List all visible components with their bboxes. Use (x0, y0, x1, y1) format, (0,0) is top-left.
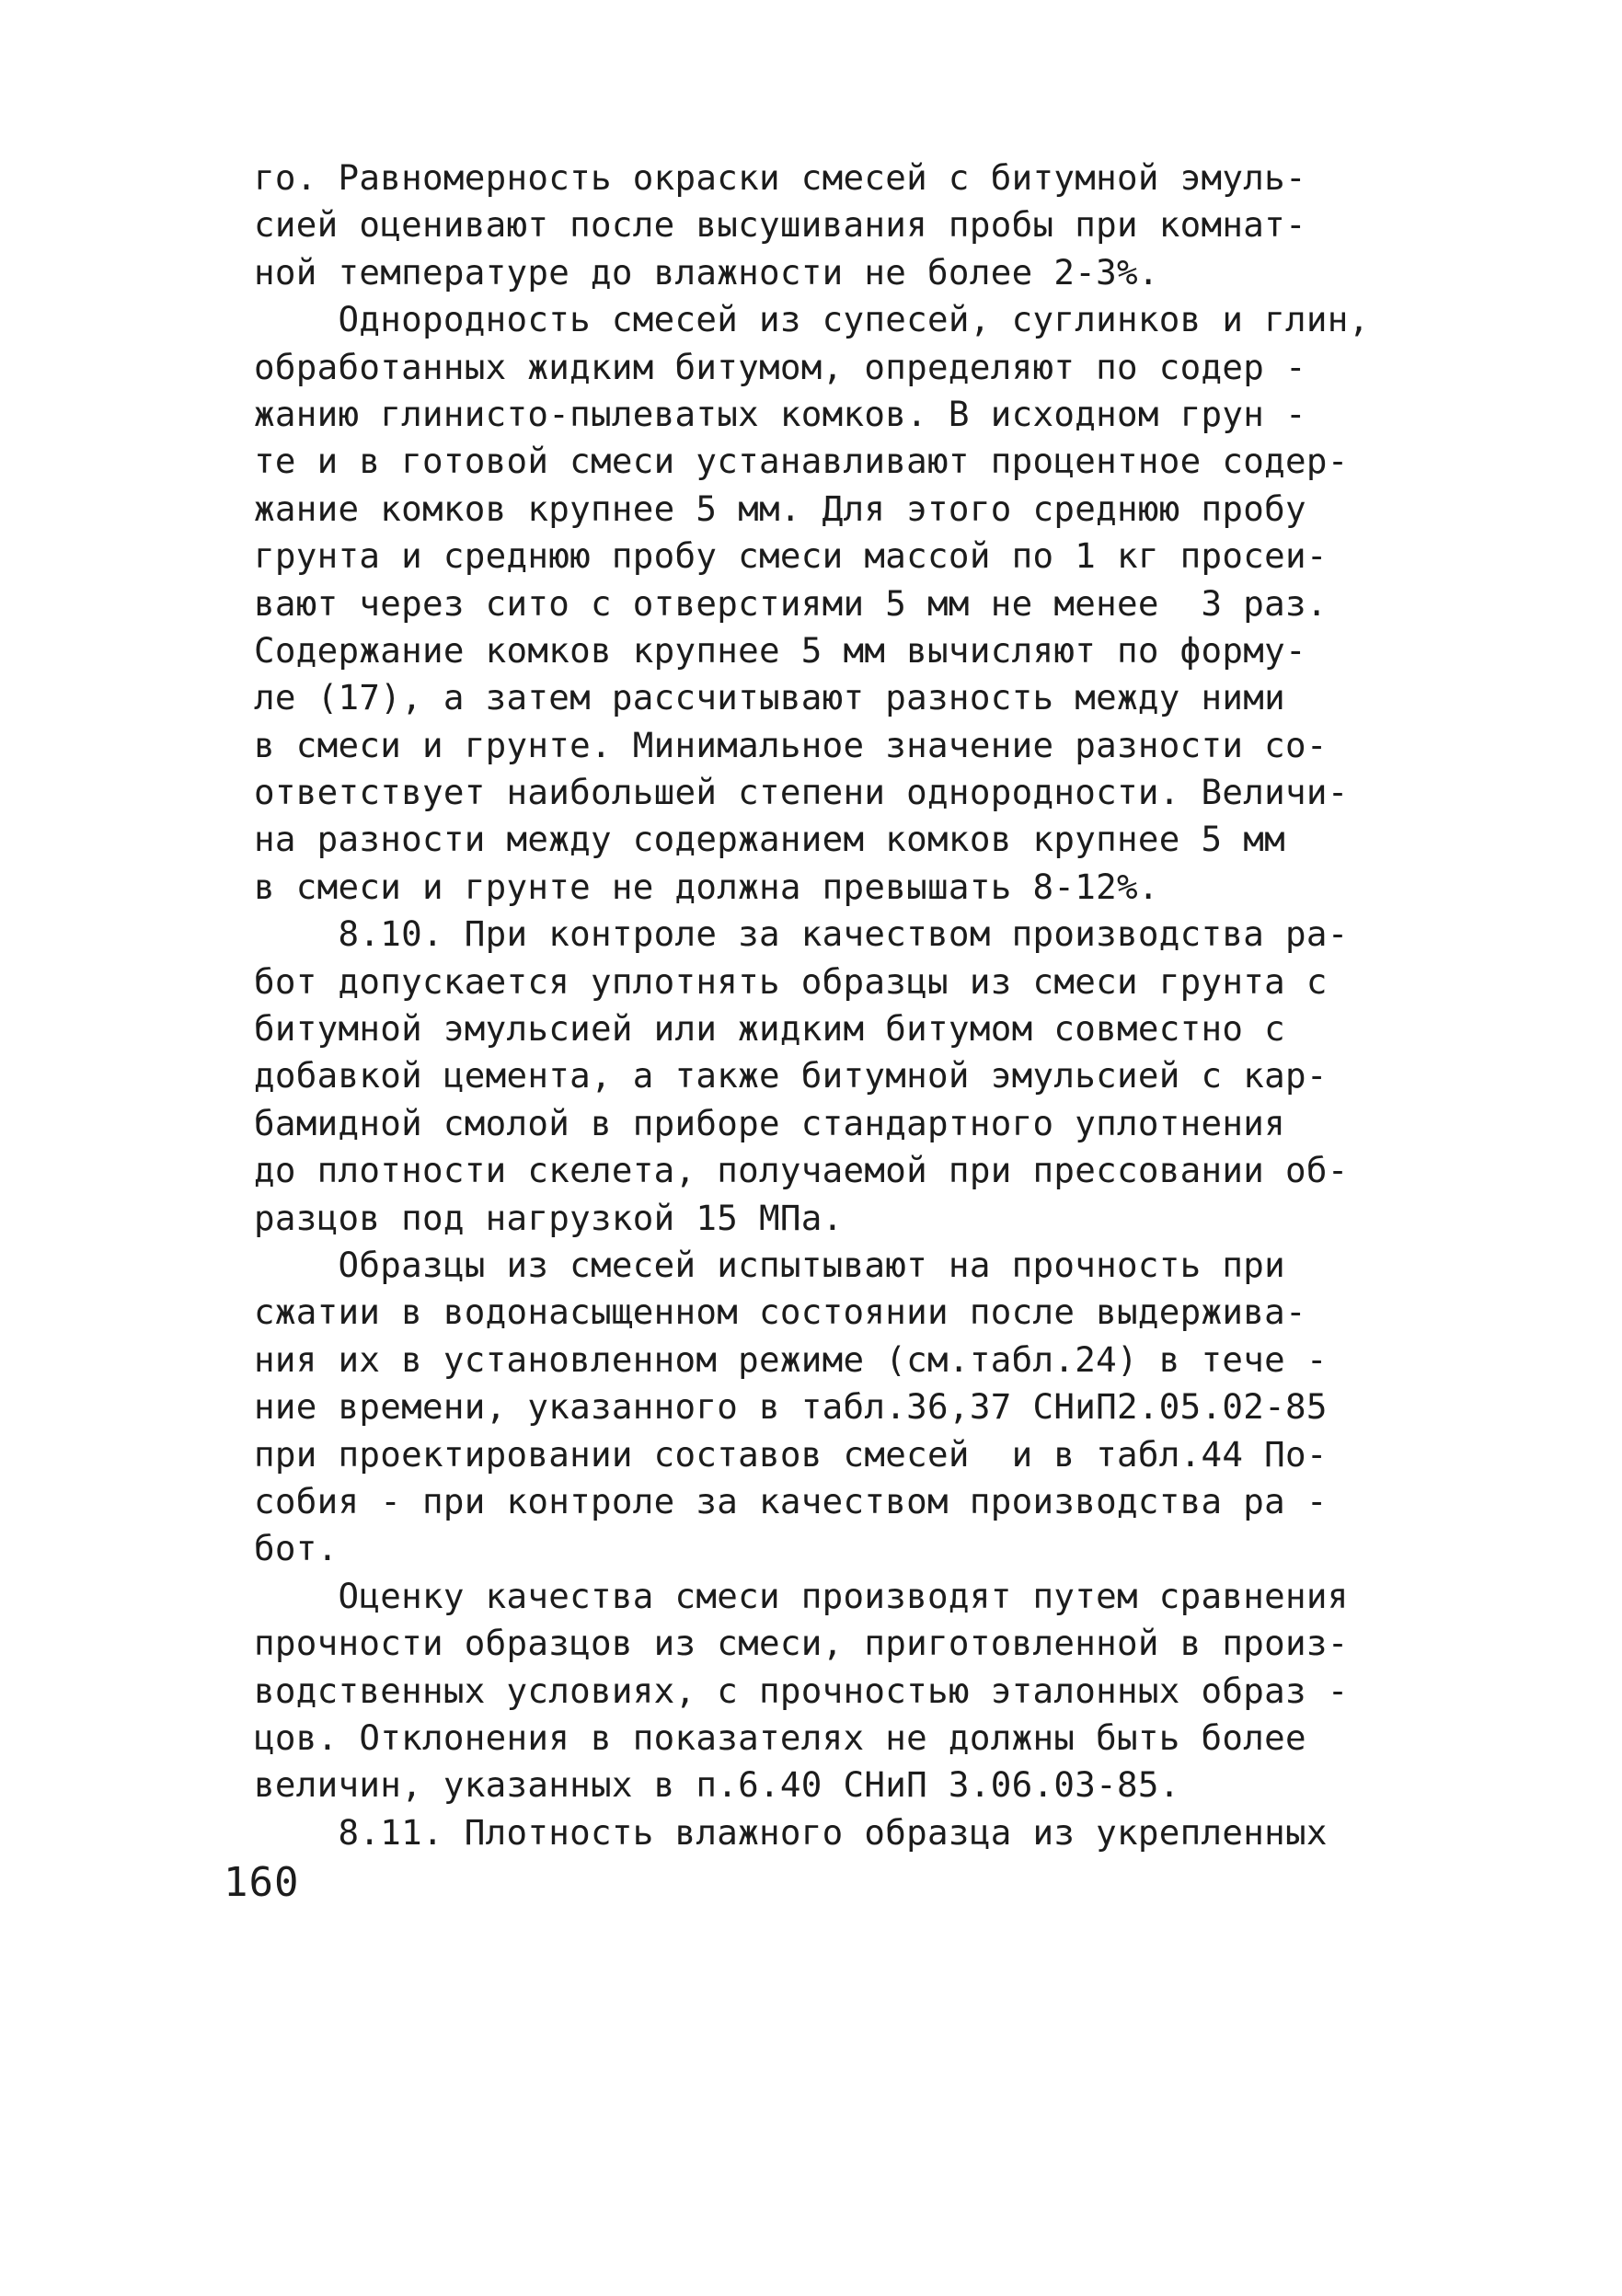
text-line: ния их в установленном режиме (см.табл.24) в тече - (254, 1338, 1328, 1380)
text-line: 8.10. При контроле за качеством производства ра- (254, 913, 1349, 955)
text-line: добавкой цемента, а также битумной эмульсией с кар- (254, 1055, 1328, 1096)
body-text (254, 155, 1443, 1856)
text-line: 8.11. Плотность влажного образца из укрепленных (254, 1811, 1328, 1853)
text-line: бот допускается уплотнять образцы из смеси грунта с (254, 960, 1328, 1002)
text-line: грунта и среднюю пробу смеси массой по 1 кг просеи- (254, 535, 1328, 577)
text-line: в смеси и грунте не должна превышать 8-12%. (254, 866, 1159, 907)
text-line: прочности образцов из смеси, приготовленной в произ- (254, 1623, 1349, 1664)
text-line: сией оценивают после высушивания пробы при комнат- (254, 204, 1306, 246)
text-line: ле (17), а затем рассчитывают разность между ними (254, 677, 1285, 718)
text-line: при проектировании составов смесей и в табл.44 По- (254, 1433, 1328, 1475)
text-line: величин, указанных в п.6.40 СНиП 3.06.03-85. (254, 1764, 1180, 1806)
text-line: ной температуре до влажности не более 2-3%. (254, 251, 1159, 293)
text-line: до плотности скелета, получаемой при прессовании об- (254, 1150, 1349, 1191)
text-line: на разности между содержанием комков крупнее 5 мм (254, 819, 1285, 860)
text-line: ответствует наибольшей степени однородности. Величи- (254, 772, 1349, 813)
text-line: сжатии в водонасыщенном состоянии после выдержива- (254, 1292, 1306, 1333)
text-line: бамидной смолой в приборе стандартного уплотнения (254, 1102, 1285, 1143)
text-line: обработанных жидким битумом, определяют по содер - (254, 346, 1306, 387)
text-line: разцов под нагрузкой 15 МПа. (254, 1197, 844, 1238)
text-line: водственных условиях, с прочностью эталонных образ - (254, 1670, 1349, 1711)
text-line: жание комков крупнее 5 мм. Для этого среднюю пробу (254, 488, 1306, 529)
text-line: Образцы из смесей испытывают на прочность при (254, 1244, 1285, 1285)
page-number: 160 (224, 1859, 300, 1906)
text-line: ние времени, указанного в табл.36,37 СНиП2.05.02-85 (254, 1386, 1328, 1428)
text-line: вают через сито с отверстиями 5 мм не менее 3 раз. (254, 582, 1328, 624)
text-line: бот. (254, 1528, 339, 1569)
text-line: те и в готовой смеси устанавливают процентное содер- (254, 441, 1349, 482)
text-line: битумной эмульсией или жидким битумом совместно с (254, 1008, 1285, 1050)
text-line: в смеси и грунте. Минимальное значение разности со- (254, 724, 1328, 765)
text-line: Однородность смесей из супесей, суглинков и глин, (254, 299, 1370, 340)
text-line: жанию глинисто-пылеватых комков. В исходном грун - (254, 393, 1306, 434)
text-line: собия - при контроле за качеством производства ра - (254, 1480, 1328, 1521)
text-line: го. Равномерность окраски смесей с битумной эмуль- (254, 157, 1306, 198)
text-line: цов. Отклонения в показателях не должны быть более (254, 1716, 1306, 1758)
text-line: Оценку качества смеси производят путем сравнения (254, 1575, 1349, 1616)
text-line: Содержание комков крупнее 5 мм вычисляют по форму- (254, 629, 1306, 671)
